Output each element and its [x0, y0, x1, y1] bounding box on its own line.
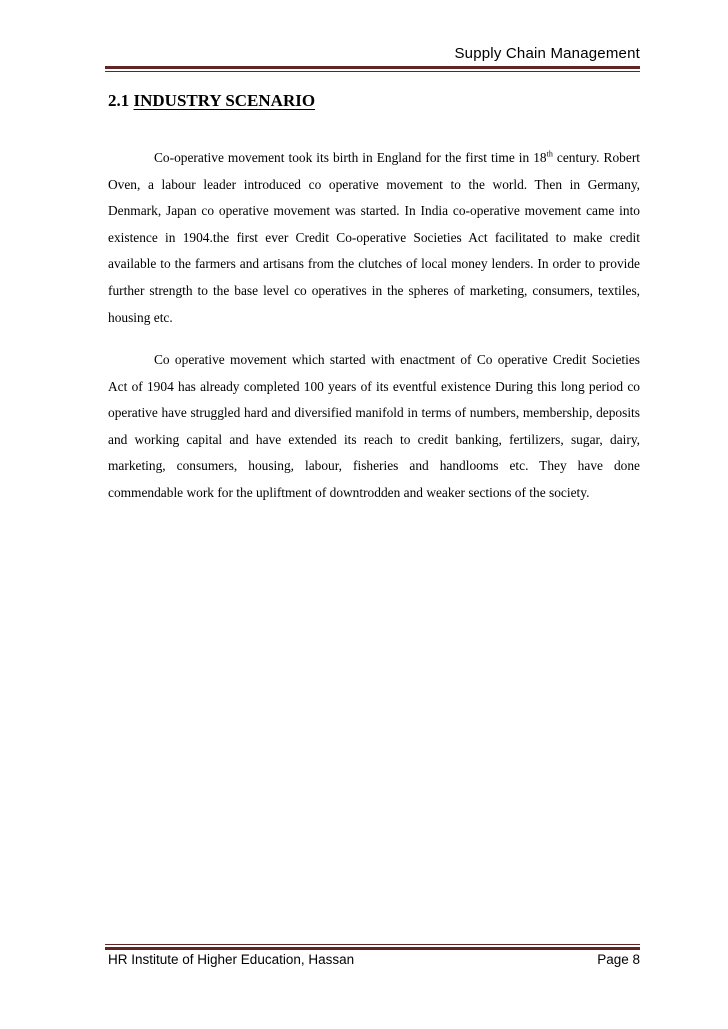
footer-page-number: Page 8 [597, 952, 640, 967]
footer-rule-thin [105, 944, 640, 945]
running-header-title: Supply Chain Management [454, 45, 640, 62]
section-heading [108, 91, 315, 111]
paragraph-1-text-a: Co-operative movement took its birth in England for the first time in 18 [154, 150, 547, 165]
paragraph-2-text: Co operative movement which started with enactment of Co operative Credit Societies Act of 1904 has already completed 100 years of its eventful existence During this long period co operative have struggled hard and diversified manifold in terms of numbers, membership, deposits and working capital and have extended its reach to credit banking, fertilizers, sugar, dairy, marketing, consumers, housing, labour, fisheries and handlooms etc. They have done commendable work for the upliftment of downtrodden and weaker sections of the society. [108, 352, 640, 500]
paragraph-1 [108, 145, 640, 331]
header-rule-thin [105, 71, 640, 72]
paragraph-2 [108, 347, 640, 507]
section-number: 2.1 [108, 91, 130, 110]
footer-institution: HR Institute of Higher Education, Hassan [108, 952, 355, 967]
footer-rule-thick [105, 947, 640, 950]
ordinal-superscript: th [546, 149, 553, 159]
paragraph-1-text-b: century. Robert Oven, a labour leader introduced co operative movement to the world. Then in Germany, Denmark, Japan co operative movement was started. In India co-operative movement came into existence in 1904.the first ever Credit Co-operative Societies Act facilitated to make credit available to the farmers and artisans from the clutches of local money lenders. In order to provide further strength to the base level co operatives in the spheres of marketing, consumers, textiles, housing etc. [108, 150, 640, 325]
section-title: INDUSTRY SCENARIO [133, 91, 316, 110]
header-rule-thick [105, 66, 640, 69]
